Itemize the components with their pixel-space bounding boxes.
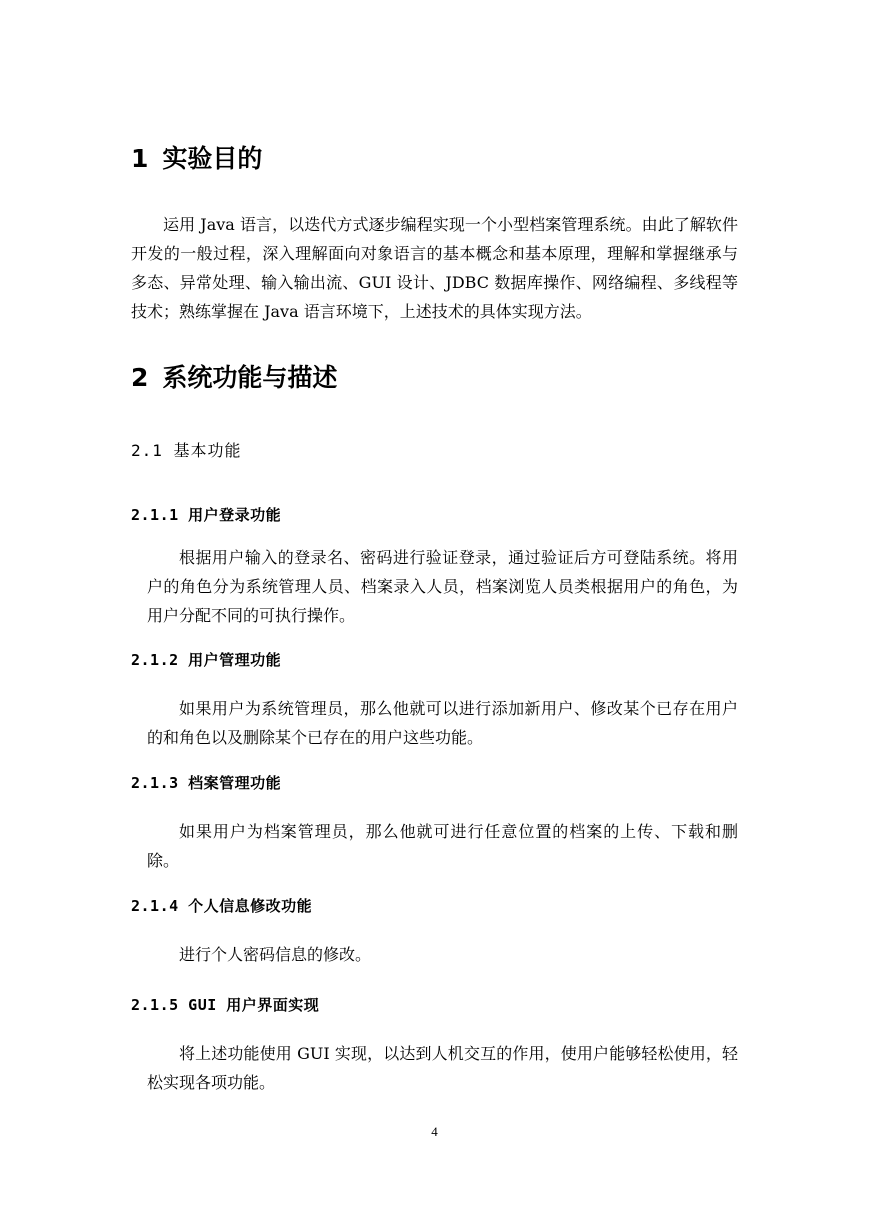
section-1-heading [131, 143, 262, 175]
subsection-2-1-4-body: 进行个人密码信息的修改。 [179, 945, 372, 964]
page-number: 4 [431, 1124, 438, 1139]
subsection-2-1-1-heading: 2.1.1 用户登录功能 [131, 506, 282, 524]
subsection-2-1-1-body: 根据用户输入的登录名、密码进行验证登录，通过验证后方可登陆系统。将用户的角色分为系统管理人员、档案录入人员，档案浏览人员类根据用户的角色，为用户分配不同的可执行操作。 [147, 548, 738, 625]
subsection-2-1-5-heading: 2.1.5 GUI 用户界面实现 [131, 996, 320, 1014]
subsection-2-1-2-heading: 2.1.2 用户管理功能 [131, 651, 282, 669]
subsection-2-1-5-body: 将上述功能使用 GUI 实现，以达到人机交互的作用，使用户能够轻松使用，轻松实现各项功能。 [147, 1044, 738, 1092]
subsection-2-1-2-body: 如果用户为系统管理员，那么他就可以进行添加新用户、修改某个已存在用户的和角色以及删除某个已存在的用户这些功能。 [147, 699, 738, 747]
subsection-2-1-4-heading: 2.1.4 个人信息修改功能 [131, 897, 313, 915]
section-2-number: 2 [131, 363, 149, 392]
section-2-heading [131, 362, 337, 394]
section-2-title: 系统功能与描述 [162, 363, 338, 392]
section-1-number: 1 [131, 144, 149, 173]
section-1-title: 实验目的 [162, 144, 263, 173]
subsection-2-1-3-heading: 2.1.3 档案管理功能 [131, 774, 282, 792]
section-1-body: 运用 Java 语言，以迭代方式逐步编程实现一个小型档案管理系统。由此了解软件开发的一般过程，深入理解面向对象语言的基本概念和基本原理，理解和掌握继承与多态、异常处理、输入输出流、GUI 设计、JDBC 数据库操作、网络编程、多线程等技术；熟练掌握在 Java 语言环境下，上述技术的具体实现方法。 [131, 215, 738, 321]
subsection-2-1-heading: 2.1 基本功能 [131, 441, 242, 460]
subsection-2-1-3-body: 如果用户为档案管理员，那么他就可进行任意位置的档案的上传、下载和删除。 [147, 822, 738, 870]
